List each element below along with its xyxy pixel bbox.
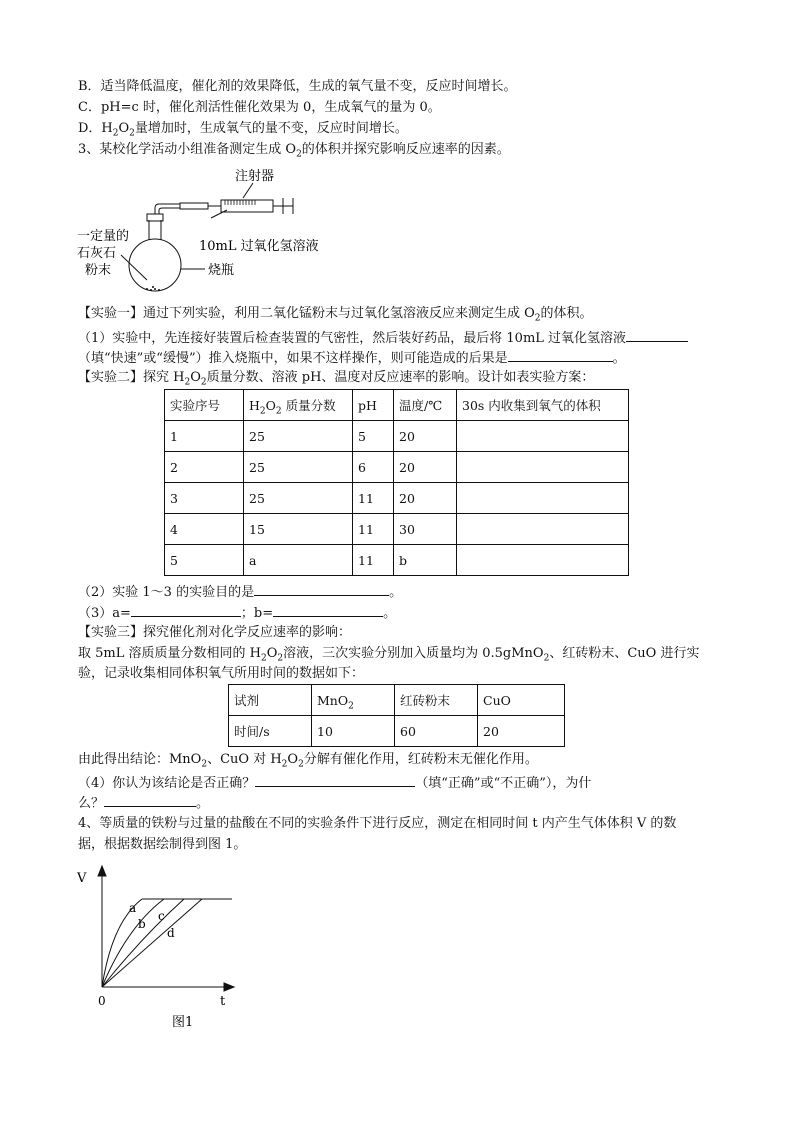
header-cell: 实验序号 <box>165 390 244 421</box>
table-cell: 11 <box>353 483 394 514</box>
table-cell: 5 <box>165 545 244 576</box>
table-cell: 6 <box>353 452 394 483</box>
table-cell: 20 <box>394 421 457 452</box>
blank-purpose[interactable] <box>254 582 389 596</box>
table-cell: a <box>244 545 353 576</box>
subscript: 2 <box>277 653 284 664</box>
origin-label: 0 <box>98 994 106 1008</box>
text-fragment: 量增加时，生成氧气的量不变，反应时间增长。 <box>134 121 408 136</box>
problem-4-line2: 据，根据数据绘制得到图 1。 <box>78 837 247 852</box>
text-fragment: 【实验二】探究 H <box>78 370 185 385</box>
table-cell: 3 <box>165 483 244 514</box>
table-cell: 11 <box>353 545 394 576</box>
label-powder-3: 粉末 <box>85 263 112 278</box>
experiment-2-table <box>164 389 629 576</box>
blank-reason[interactable] <box>104 793 196 807</box>
subscript: 2 <box>184 377 191 388</box>
text-fragment: （3）a= <box>78 606 131 621</box>
table-cell: 25 <box>244 421 353 452</box>
table-cell: 红砖粉末 <box>395 685 478 716</box>
figure-caption: 图1 <box>172 1015 194 1030</box>
table-cell[interactable] <box>457 514 629 545</box>
table-cell: 4 <box>165 514 244 545</box>
table-cell: 2 <box>165 452 244 483</box>
curve-d <box>102 899 202 987</box>
header-cell: pH <box>353 390 394 421</box>
subscript: 2 <box>543 653 550 664</box>
table-cell: 15 <box>244 514 353 545</box>
table-row <box>229 716 565 747</box>
table-cell: 20 <box>394 483 457 514</box>
subscript: 2 <box>534 313 541 324</box>
table-cell: 时间/s <box>229 716 312 747</box>
curve-c <box>102 899 184 987</box>
curve-b-label: b <box>138 917 146 931</box>
text-fragment: 么？ <box>78 796 105 811</box>
label-powder-2: 石灰石 <box>77 246 117 261</box>
label-powder-1: 一定量的 <box>77 229 130 244</box>
table-cell: 25 <box>244 483 353 514</box>
blank-speed[interactable] <box>626 328 688 342</box>
header-cell: 温度/℃ <box>394 390 457 421</box>
label-syringe: 注射器 <box>235 169 275 184</box>
table-cell: 5 <box>353 421 394 452</box>
subscript: 2 <box>260 653 267 664</box>
text-fragment: O <box>118 121 130 136</box>
experiment-2-title <box>78 369 594 387</box>
text-fragment: ；b= <box>240 606 274 621</box>
blank-a[interactable] <box>131 603 241 617</box>
table-cell[interactable] <box>457 483 629 514</box>
text-fragment: 质量分数、溶液 pH、温度对反应速率的影响。设计如表实验方案： <box>206 370 595 385</box>
subscript: 2 <box>201 759 208 770</box>
option-d <box>78 120 408 138</box>
question-2 <box>78 582 402 602</box>
text-fragment: 3、某校化学活动小组准备测定生成 O <box>78 142 297 157</box>
text-fragment: O <box>287 752 299 767</box>
subscript: 2 <box>112 128 119 139</box>
problem-4-line1: 4、等质量的铁粉与过量的盐酸在不同的实验条件下进行反应，测定在相同时间 t 内产生气体体积 V 的数 <box>78 816 677 831</box>
table-cell: 试剂 <box>229 685 312 716</box>
text-fragment: D．H <box>78 121 113 136</box>
curve-a-label: a <box>129 901 137 915</box>
blank-consequence[interactable] <box>508 348 613 362</box>
label-flask: 烧瓶 <box>208 263 235 278</box>
option-b: B．适当降低温度，催化剂的效果降低，生成的氧气量不变，反应时间增长。 <box>78 79 517 94</box>
experiment-3-title: 【实验三】探究催化剂对化学反应速率的影响： <box>78 625 352 640</box>
table-row <box>165 514 629 545</box>
question-4-line1 <box>78 773 591 793</box>
y-axis-arrow-icon <box>98 866 106 876</box>
x-axis-arrow-icon <box>224 983 234 991</box>
subscript: 2 <box>298 759 304 770</box>
table-cell: 10 <box>312 716 395 747</box>
table-cell: MnO$_2$ <box>312 685 395 716</box>
text-fragment: 的体积。 <box>540 306 593 321</box>
text-fragment: （1）实验中，先连接好装置后检查装置的气密性，然后装好药品，最后将 10mL 过氧化氢溶液 <box>78 331 627 346</box>
text-fragment: （4）你认为该结论是否正确？ <box>78 776 256 791</box>
curve-c-label: c <box>158 909 165 923</box>
header-cell: 30s 内收集到氧气的体积 <box>457 390 629 421</box>
experiment-1-title <box>78 305 593 323</box>
table-cell: 11 <box>353 514 394 545</box>
blank-correct[interactable] <box>255 773 415 787</box>
subscript: 2 <box>129 128 135 139</box>
question-4-line2 <box>78 793 209 813</box>
table-row <box>165 483 629 514</box>
subscript: 2 <box>296 149 302 160</box>
text-fragment: （填“正确”或“不正确”），为什 <box>415 776 592 791</box>
table-cell: b <box>394 545 457 576</box>
question-3-intro <box>78 141 510 159</box>
table-row <box>165 421 629 452</box>
text-fragment: 。 <box>612 351 626 366</box>
table-cell: 25 <box>244 452 353 483</box>
table-cell[interactable] <box>457 421 629 452</box>
experiment-3-line2: 验，记录收集相同体积氧气所用时间的数据如下： <box>78 666 365 681</box>
text-fragment: 、红砖粉末、CuO 进行实 <box>549 646 700 661</box>
table-cell: CuO <box>478 685 565 716</box>
text-fragment: 。 <box>389 585 403 600</box>
table-row <box>165 452 629 483</box>
curve-d-label: d <box>167 926 175 940</box>
text-fragment: 的体积并探究影响反应速率的因素。 <box>301 142 510 157</box>
apparatus-diagram <box>75 162 375 302</box>
y-axis-label: V <box>77 871 87 886</box>
subscript: 2 <box>200 377 207 388</box>
text-fragment: 溶液，三次实验分别加入质量均为 0.5gMnO <box>283 646 544 661</box>
experiment-3-table <box>228 684 565 747</box>
text-fragment: 【实验一】通过下列实验，利用二氧化锰粉末与过氧化氢溶液反应来测定生成 O <box>78 306 535 321</box>
text-fragment: O <box>266 646 278 661</box>
table-cell: 20 <box>394 452 457 483</box>
label-solution: 10mL 过氧化氢溶液 <box>199 239 319 254</box>
table-header-row <box>165 390 629 421</box>
table-cell[interactable] <box>457 452 629 483</box>
text-fragment: （填“快速”或“缓慢”）推入烧瓶中，如果不这样操作，则可能造成的后果是 <box>78 351 508 366</box>
table-cell: 1 <box>165 421 244 452</box>
subscript: 2 <box>275 406 282 417</box>
syringe-graduations <box>225 200 255 205</box>
table-row <box>229 685 565 716</box>
x-axis-label: t <box>220 994 226 1009</box>
option-c: C．pH=c 时，催化剂活性催化效果为 0，生成氧气的量为 0。 <box>78 100 441 115</box>
table-row <box>165 545 629 576</box>
table-cell[interactable] <box>457 545 629 576</box>
text-fragment: （2）实验 1～3 的实验目的是 <box>78 585 255 600</box>
table-cell: 60 <box>395 716 478 747</box>
text-fragment: 、CuO 对 H <box>207 752 282 767</box>
text-fragment: 由此得出结论：MnO <box>78 752 202 767</box>
table-cell: 30 <box>394 514 457 545</box>
subscript: 2 <box>348 701 354 711</box>
text-fragment: 。 <box>383 606 397 621</box>
volume-time-graph <box>72 862 252 1037</box>
subscript: 2 <box>281 759 288 770</box>
conclusion <box>78 751 538 769</box>
subscript: 2 <box>259 406 266 417</box>
header-cell: $H_2O_2$ 质量分数 <box>244 390 353 421</box>
blank-b[interactable] <box>273 603 383 617</box>
table-cell: 20 <box>478 716 565 747</box>
text-fragment: O <box>190 370 201 385</box>
experiment-3-line1 <box>78 645 699 663</box>
question-1-line1 <box>78 328 688 348</box>
text-fragment: 取 5mL 溶质质量分数相同的 H <box>78 646 261 661</box>
question-3-values <box>78 603 396 623</box>
question-1-line2 <box>78 348 626 368</box>
text-fragment: 。 <box>196 796 210 811</box>
text-fragment: 分解有催化作用，红砖粉末无催化作用。 <box>303 752 538 767</box>
